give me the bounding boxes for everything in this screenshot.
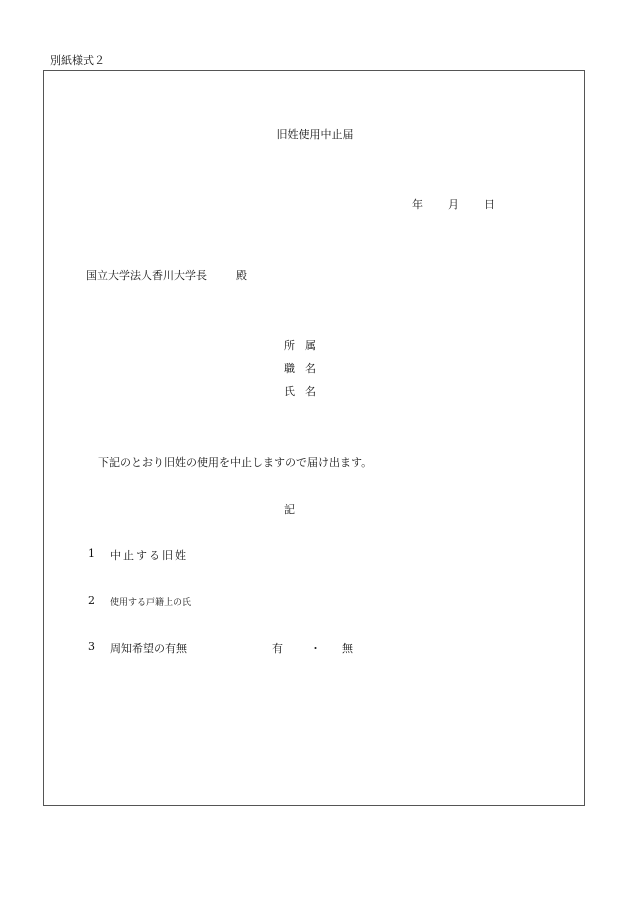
form-label: 別紙様式２ xyxy=(50,54,105,67)
form-frame xyxy=(43,70,585,806)
item-2-label: 使用する戸籍上の氏 xyxy=(110,598,192,608)
field-name-label: 氏名 xyxy=(284,385,326,398)
date-day-label: 日 xyxy=(484,198,495,211)
item-3-label: 周知希望の有無 xyxy=(110,642,187,655)
option-yes: 有 xyxy=(272,642,283,655)
item-1-number: 1 xyxy=(88,547,95,560)
field-affiliation-label: 所属 xyxy=(284,339,326,352)
ki-heading: 記 xyxy=(284,503,295,516)
option-separator: ・ xyxy=(310,642,321,655)
item-3-number: 3 xyxy=(88,640,95,653)
date-year-label: 年 xyxy=(412,198,423,211)
date-month-label: 月 xyxy=(448,198,459,211)
recipient-name: 国立大学法人香川大学長 xyxy=(86,269,207,282)
field-position-label: 職名 xyxy=(284,362,326,375)
item-2-number: 2 xyxy=(88,594,95,607)
body-text: 下記のとおり旧姓の使用を中止しますので届け出ます。 xyxy=(98,456,373,469)
item-1-label: 中止する旧姓 xyxy=(110,549,188,562)
option-no: 無 xyxy=(342,642,353,655)
document-title: 旧姓使用中止届 xyxy=(276,128,354,141)
recipient-suffix: 殿 xyxy=(236,269,247,282)
